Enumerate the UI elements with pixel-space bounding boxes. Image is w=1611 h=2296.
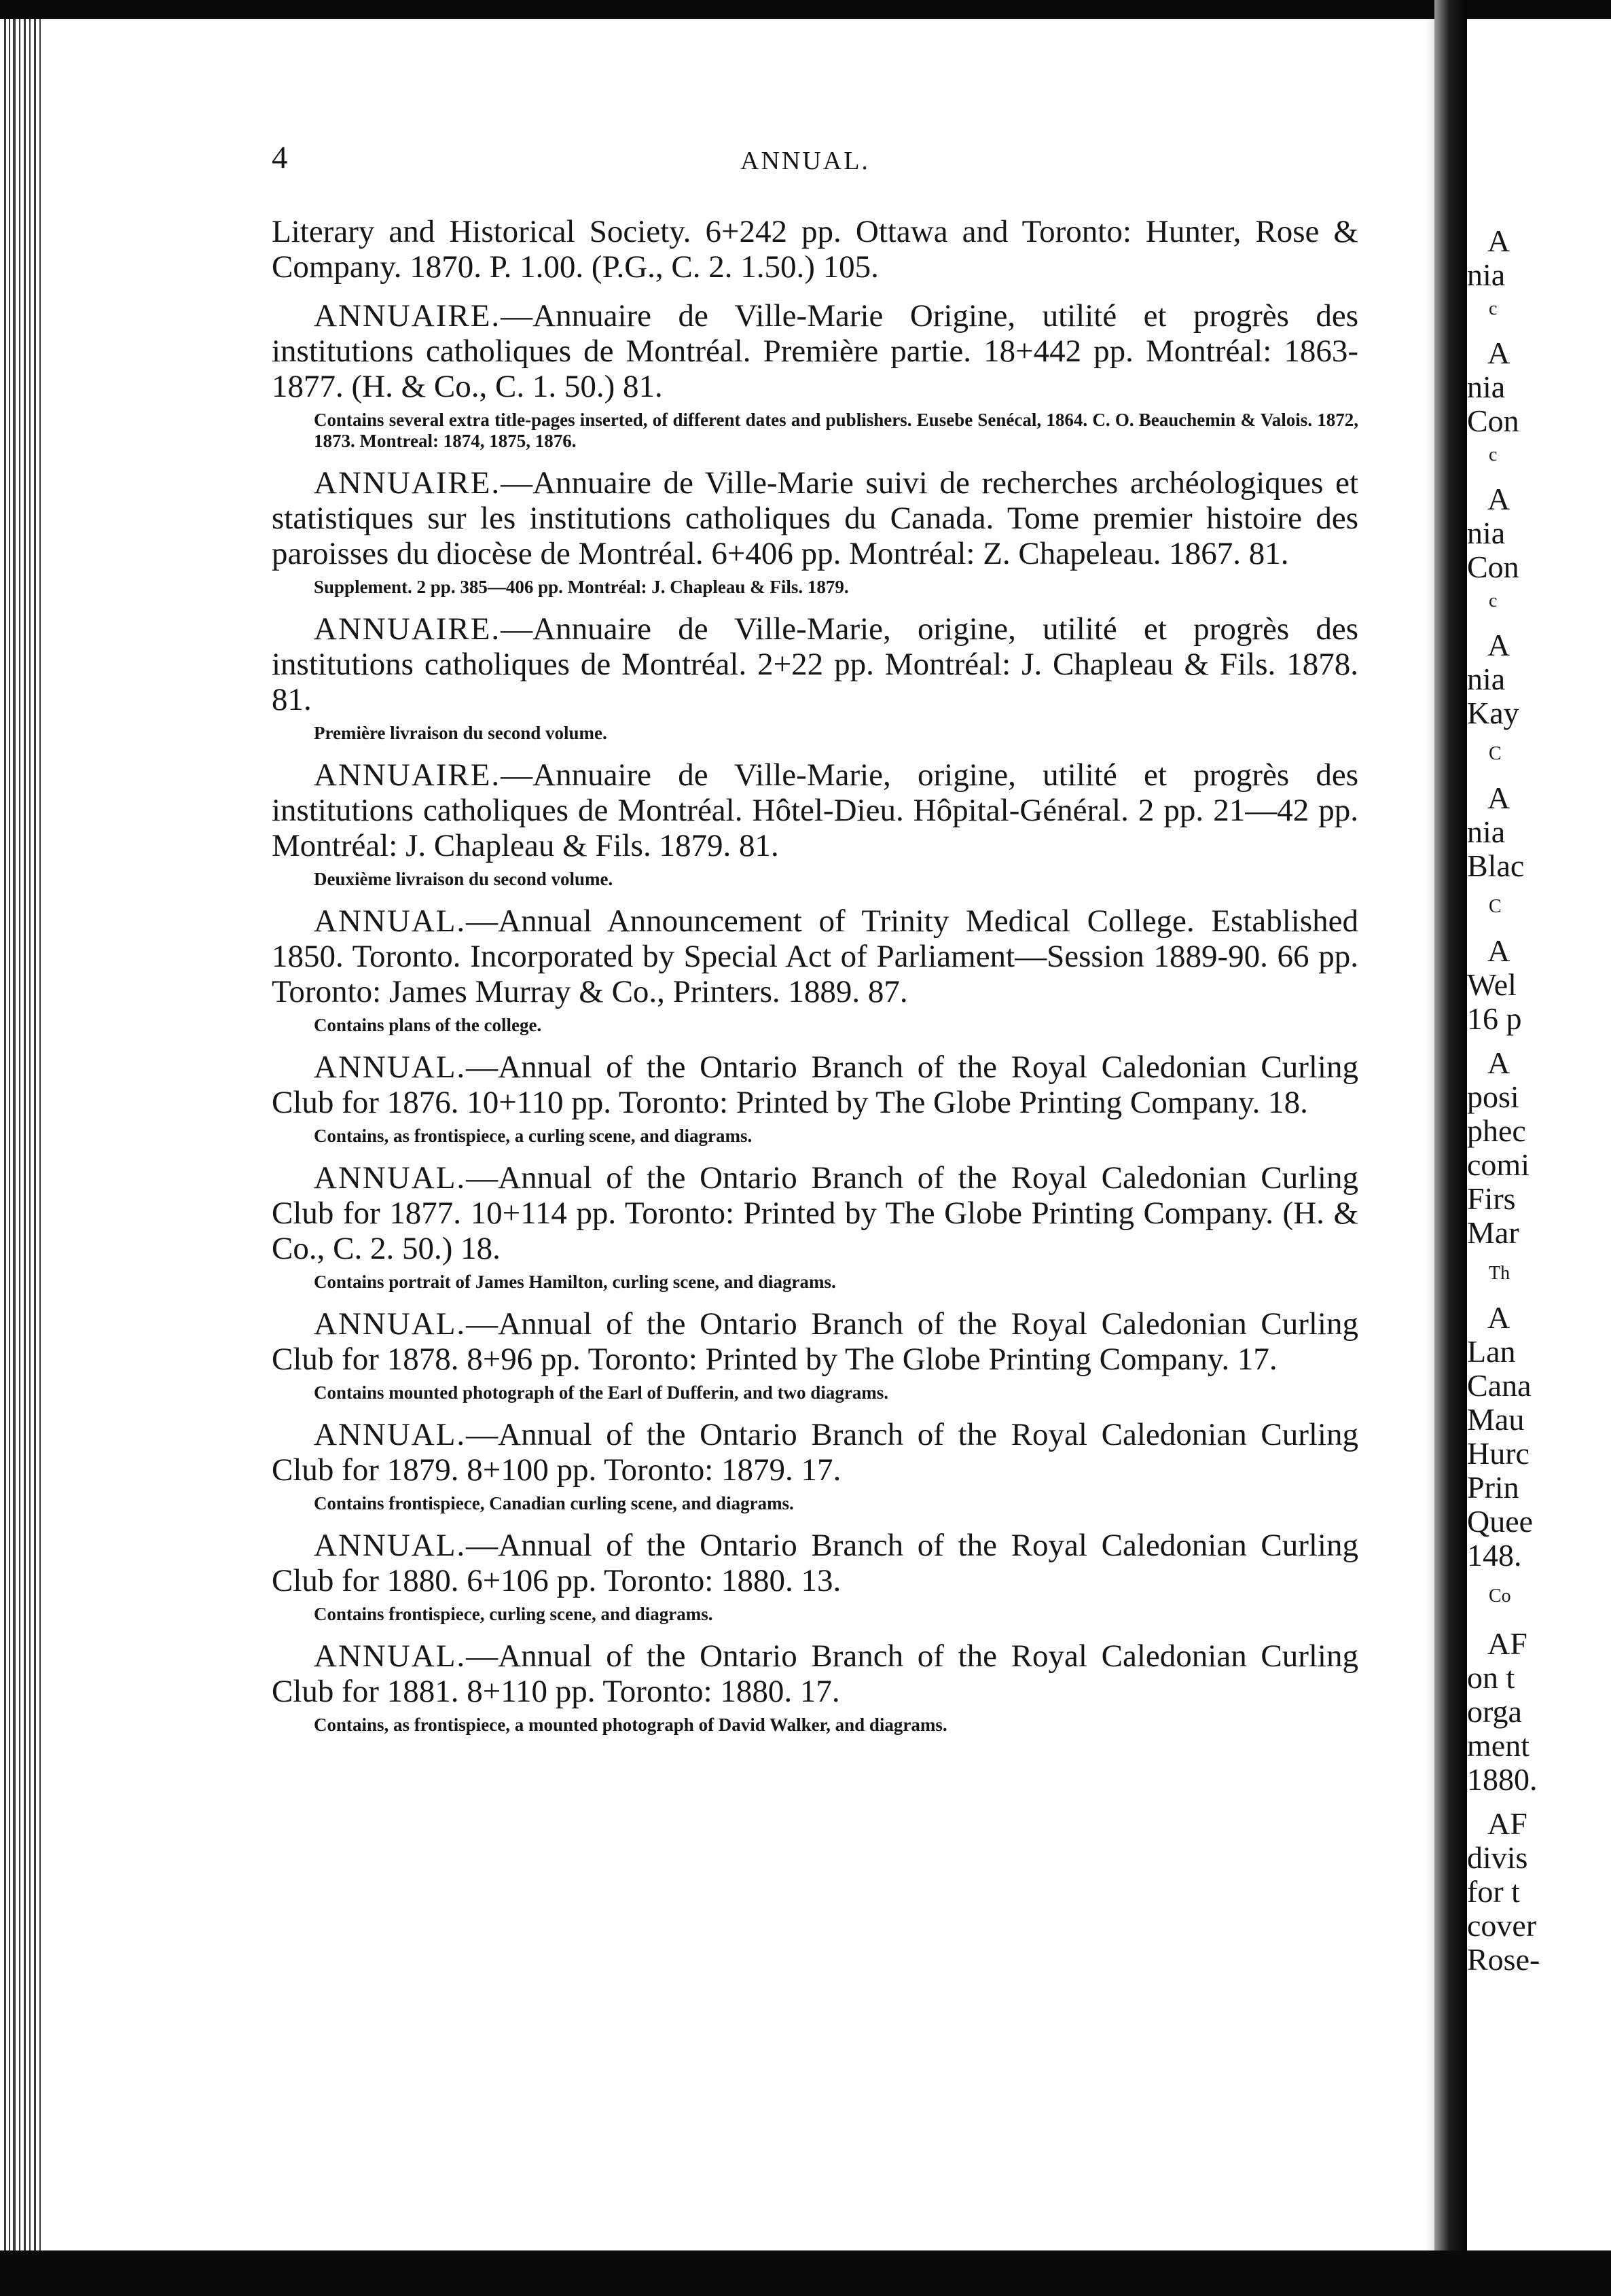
- entry-note: Deuxième livraison du second volume.: [314, 869, 613, 889]
- adjacent-page-text: comi: [1467, 1147, 1529, 1182]
- adjacent-page-text: Blac: [1467, 848, 1525, 883]
- bibliography-entries: [272, 298, 1358, 1736]
- entry-heading: ANNUAL.: [314, 903, 467, 939]
- adjacent-page-text: c: [1489, 590, 1498, 611]
- adjacent-page-text: Con: [1467, 550, 1519, 584]
- bibliography-entry: [272, 1306, 1358, 1403]
- entry-text: [272, 611, 1358, 717]
- bibliography-entry: [272, 757, 1358, 890]
- page-number: 4: [272, 140, 288, 175]
- adjacent-page-text: Firs: [1467, 1181, 1516, 1216]
- adjacent-page-text: Rose-: [1467, 1942, 1540, 1977]
- page-edge-shadow: [1425, 19, 1434, 2250]
- adjacent-page-text: phec: [1467, 1113, 1526, 1148]
- continued-entry-text: Literary and Historical Society. 6+242 pp. Ottawa and Toronto: Hunter, Rose & Company. 1870. P. 1.00. (P.G., C. 2. 1.50.) 105.: [272, 214, 1358, 285]
- entry-note: Contains frontispiece, curling scene, and diagrams.: [314, 1604, 713, 1624]
- entry-text: [272, 1638, 1358, 1709]
- adjacent-page-text: Wel: [1467, 967, 1517, 1002]
- bibliography-entry: [272, 1638, 1358, 1736]
- bibliography-entry: [272, 903, 1358, 1036]
- entry-description: —Annual of the Ontario Branch of the Royal Caledonian Curling Club for 1879. 8+100 pp. Toronto: 1879. 17.: [272, 1417, 1358, 1488]
- entry-heading: ANNUAIRE.: [314, 465, 501, 501]
- entry-description: —Annual of the Ontario Branch of the Royal Caledonian Curling Club for 1880. 6+106 pp. Toronto: 1880. 13.: [272, 1528, 1358, 1598]
- entry-heading: ANNUAIRE.: [314, 298, 501, 334]
- adjacent-page-text: Hurc: [1467, 1436, 1529, 1471]
- adjacent-page-text: A: [1487, 1045, 1510, 1080]
- adjacent-page-text: nia: [1467, 257, 1506, 292]
- running-head-title: ANNUAL.: [740, 147, 870, 175]
- bibliography-entry: [272, 1160, 1358, 1293]
- entry-text: [272, 298, 1358, 404]
- entry-description: —Annual of the Ontario Branch of the Royal Caledonian Curling Club for 1876. 10+110 pp. Toronto: Printed by The Globe Printing Company. 18.: [272, 1050, 1358, 1120]
- adjacent-page-text: nia: [1467, 516, 1506, 550]
- bibliography-entry: [272, 1417, 1358, 1514]
- entry-note: Contains several extra title-pages inserted, of different dates and publishers. Eusebe Senécal, 1864. C. O. Beauchemin & Valois. 1872, 1873. Montreal: 1874, 1875, 1876.: [314, 410, 1358, 451]
- adjacent-page-text: 148.: [1467, 1538, 1522, 1573]
- adjacent-page-text: 16 p: [1467, 1001, 1522, 1036]
- adjacent-page-text: Con: [1467, 403, 1519, 438]
- adjacent-page-text: Prin: [1467, 1470, 1519, 1505]
- entry-description: —Annual Announcement of Trinity Medical College. Established 1850. Toronto. Incorporated by Special Act of Parliament—Session 1889-90. 66 pp. Toronto: James Murray & Co., Printers. 1889. 87.: [272, 903, 1358, 1009]
- entry-note: Première livraison du second volume.: [314, 723, 607, 743]
- adjacent-page-text: posi: [1467, 1079, 1519, 1114]
- entry-heading: ANNUAL.: [314, 1528, 467, 1563]
- adjacent-page-text: for t: [1467, 1874, 1520, 1909]
- entry-text: [272, 1528, 1358, 1598]
- adjacent-page-text: nia: [1467, 814, 1506, 849]
- bibliography-entry: [272, 1528, 1358, 1625]
- adjacent-page-text: c: [1489, 298, 1498, 319]
- adjacent-page-text: Cana: [1467, 1368, 1532, 1403]
- entry-text: [272, 1050, 1358, 1120]
- adjacent-page-text: C: [1489, 896, 1502, 917]
- adjacent-page-text: A: [1487, 223, 1510, 258]
- entry-note: Contains portrait of James Hamilton, curling scene, and diagrams.: [314, 1272, 836, 1292]
- book-gutter: [1434, 0, 1467, 2296]
- entry-description: —Annuaire de Ville-Marie, origine, utilité et progrès des institutions catholiques de Montréal. 2+22 pp. Montréal: J. Chapleau & Fils. 1878. 81.: [272, 611, 1358, 717]
- entry-description: —Annual of the Ontario Branch of the Royal Caledonian Curling Club for 1878. 8+96 pp. Toronto: Printed by The Globe Printing Company. 17.: [272, 1306, 1358, 1377]
- entry-text: [272, 1160, 1358, 1266]
- entry-note: Contains mounted photograph of the Earl of Dufferin, and two diagrams.: [314, 1382, 889, 1403]
- adjacent-page-text: Mar: [1467, 1215, 1519, 1250]
- bibliography-entry: [272, 611, 1358, 744]
- adjacent-page-fragment: [1467, 19, 1611, 2250]
- adjacent-page-text: A: [1487, 482, 1510, 516]
- entry-text: [272, 1417, 1358, 1488]
- entry-note: Supplement. 2 pp. 385—406 pp. Montréal: J. Chapleau & Fils. 1879.: [314, 577, 849, 597]
- adjacent-page-text: AF: [1487, 1626, 1527, 1661]
- adjacent-page-text: Kay: [1467, 696, 1519, 730]
- adjacent-page-text: C: [1489, 743, 1502, 764]
- adjacent-page-text: 1880.: [1467, 1762, 1538, 1797]
- entry-heading: ANNUAL.: [314, 1306, 467, 1342]
- adjacent-page-text: A: [1487, 781, 1510, 815]
- adjacent-page-text: Quee: [1467, 1504, 1534, 1539]
- entry-heading: ANNUAIRE.: [314, 757, 501, 793]
- adjacent-page-text: Co: [1489, 1585, 1511, 1607]
- adjacent-page-text: AF: [1487, 1806, 1527, 1841]
- entry-description: —Annuaire de Ville-Marie Origine, utilité et progrès des institutions catholiques de Montréal. Première partie. 18+442 pp. Montréal: 1863-1877. (H. & Co., C. 1. 50.) 81.: [272, 298, 1358, 404]
- scan-top-border: [0, 0, 1611, 19]
- bibliography-entry: [272, 298, 1358, 452]
- bibliography-entry: [272, 465, 1358, 598]
- adjacent-page-text: Lan: [1467, 1334, 1516, 1369]
- scan-bottom-border: [0, 2250, 1611, 2296]
- adjacent-page-text: A: [1487, 933, 1510, 968]
- entry-description: —Annuaire de Ville-Marie, origine, utilité et progrès des institutions catholiques de Montréal. Hôtel-Dieu. Hôpital-Général. 2 pp. 21—42 pp. Montréal: J. Chapleau & Fils. 1879. 81.: [272, 757, 1358, 863]
- bibliography-entry: [272, 1050, 1358, 1147]
- entry-heading: ANNUAL.: [314, 1417, 467, 1452]
- entry-text: [272, 465, 1358, 571]
- entry-description: —Annuaire de Ville-Marie suivi de recherches archéologiques et statistiques sur les institutions catholiques du Canada. Tome premier histoire des paroisses du diocèse de Montréal. 6+406 pp. Montréal: Z. Chapeleau. 1867. 81.: [272, 465, 1358, 571]
- entry-text: [272, 757, 1358, 863]
- adjacent-page-text: nia: [1467, 662, 1506, 696]
- entry-heading: ANNUAL.: [314, 1050, 467, 1085]
- adjacent-page-text: orga: [1467, 1694, 1522, 1729]
- entry-note: Contains, as frontispiece, a mounted photograph of David Walker, and diagrams.: [314, 1715, 947, 1735]
- entry-heading: ANNUAL.: [314, 1160, 467, 1196]
- adjacent-page-text: Th: [1489, 1263, 1510, 1284]
- entry-note: Contains plans of the college.: [314, 1015, 542, 1035]
- adjacent-page-text: c: [1489, 444, 1498, 465]
- adjacent-page-text: on t: [1467, 1660, 1515, 1695]
- adjacent-page-text: divis: [1467, 1840, 1528, 1875]
- entry-description: —Annual of the Ontario Branch of the Royal Caledonian Curling Club for 1881. 8+110 pp. Toronto: 1880. 17.: [272, 1638, 1358, 1709]
- entry-text: [272, 1306, 1358, 1377]
- entry-note: Contains frontispiece, Canadian curling scene, and diagrams.: [314, 1493, 794, 1513]
- adjacent-page-text: Mau: [1467, 1402, 1525, 1437]
- entry-description: —Annual of the Ontario Branch of the Royal Caledonian Curling Club for 1877. 10+114 pp. Toronto: Printed by The Globe Printing Company. (H. & Co., C. 2. 50.) 18.: [272, 1160, 1358, 1266]
- entry-note: Contains, as frontispiece, a curling scene, and diagrams.: [314, 1126, 753, 1146]
- adjacent-page-text: A: [1487, 336, 1510, 370]
- adjacent-page-text: nia: [1467, 370, 1506, 404]
- adjacent-page-text: ment: [1467, 1728, 1529, 1763]
- adjacent-page-text: A: [1487, 1300, 1510, 1335]
- adjacent-page-text: A: [1487, 628, 1510, 662]
- entry-heading: ANNUAIRE.: [314, 611, 501, 647]
- adjacent-page-text: cover: [1467, 1908, 1537, 1943]
- running-header: [272, 139, 1358, 187]
- book-page: [272, 139, 1358, 1736]
- entry-text: [272, 903, 1358, 1009]
- entry-heading: ANNUAL.: [314, 1638, 467, 1674]
- book-binding-edge: [0, 19, 42, 2250]
